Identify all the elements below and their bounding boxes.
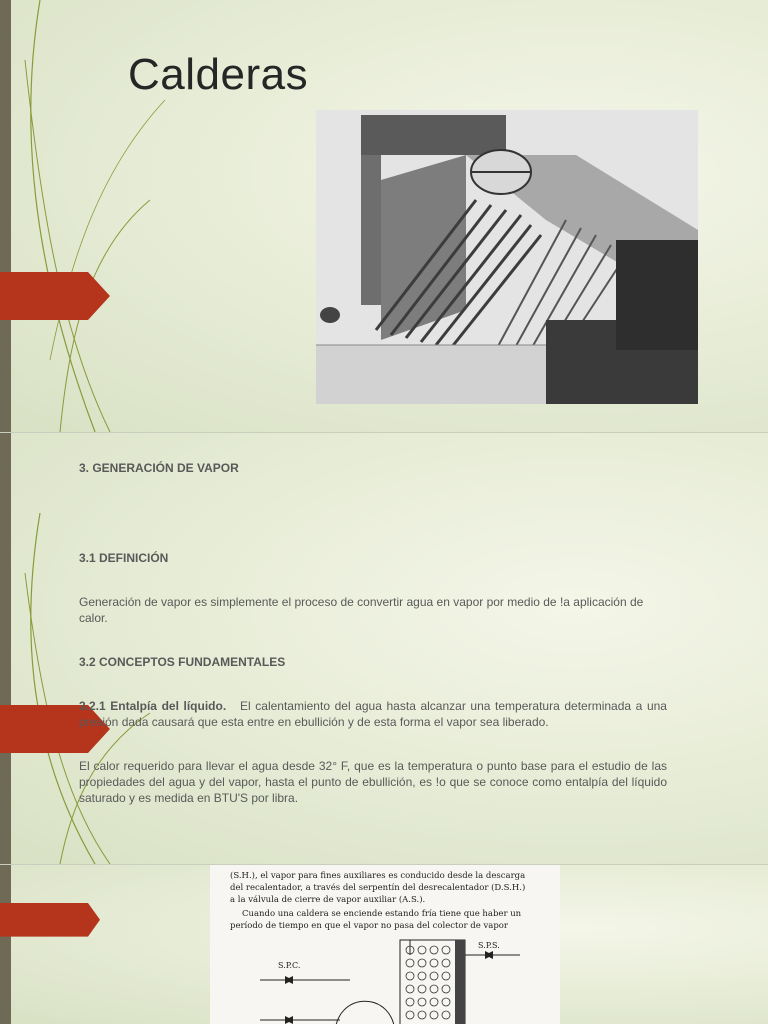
saturated-liquid-paragraph: El calor requerido para llevar el agua desde 32° F, que es la temperatura o punto base para el estudio de las propiedades del agua y del vapor, hasta el punto de ebullición, es !o que se conoce como entalpía del líquido saturado y es medida en BTU'S por libra. [79,759,667,805]
slide-title: Calderas [128,50,309,99]
accent-tab [0,903,110,951]
definition-heading: 3.1 DEFINICIÓN [79,551,169,565]
label-spc: S.P.C. [278,961,301,970]
scan-text-line: período de tiempo en que el vapor no pasa del colector de vapor [230,921,508,931]
boiler-cutaway-image [316,110,698,404]
scan-text-line: a la válvula de cierre de vapor auxiliar (A.S.). [230,895,426,905]
enthalpy-paragraph [79,698,667,730]
slide-1 [0,0,768,432]
scanned-document-image [210,865,560,1024]
boiler-cutaway-illustration-icon [316,110,698,404]
accent-tab [0,272,110,320]
enthalpy-label: 3.2.1 Entalpía del líquido. [79,699,227,713]
definition-text: Generación de vapor es simplemente el proceso de convertir agua en vapor por medio de !a aplicación de calor. [79,595,644,625]
scan-text-line: Cuando una caldera se enciende estando fría tiene que haber un [242,909,522,919]
concepts-heading: 3.2 CONCEPTOS FUNDAMENTALES [79,655,286,669]
boiler-schematic-diagram [210,935,560,1024]
scan-text-line: del recalentador, a través del serpentín del desrecalentador (D.S.H.) [230,883,526,893]
enthalpy-text: El calentamiento del agua hasta alcanzar una temperatura determinada a una presión dada causará que esta entre en ebullición y de esta forma el vapor sea liberado. [79,699,667,729]
slide-2 [0,433,768,864]
section-heading: 3. GENERACIÓN DE VAPOR [79,461,239,475]
label-sps: S.P.S. [478,941,500,950]
scan-text-line: (S.H.), el vapor para fines auxiliares es conducido desde la descarga [230,871,526,881]
slide-3 [0,865,768,1024]
